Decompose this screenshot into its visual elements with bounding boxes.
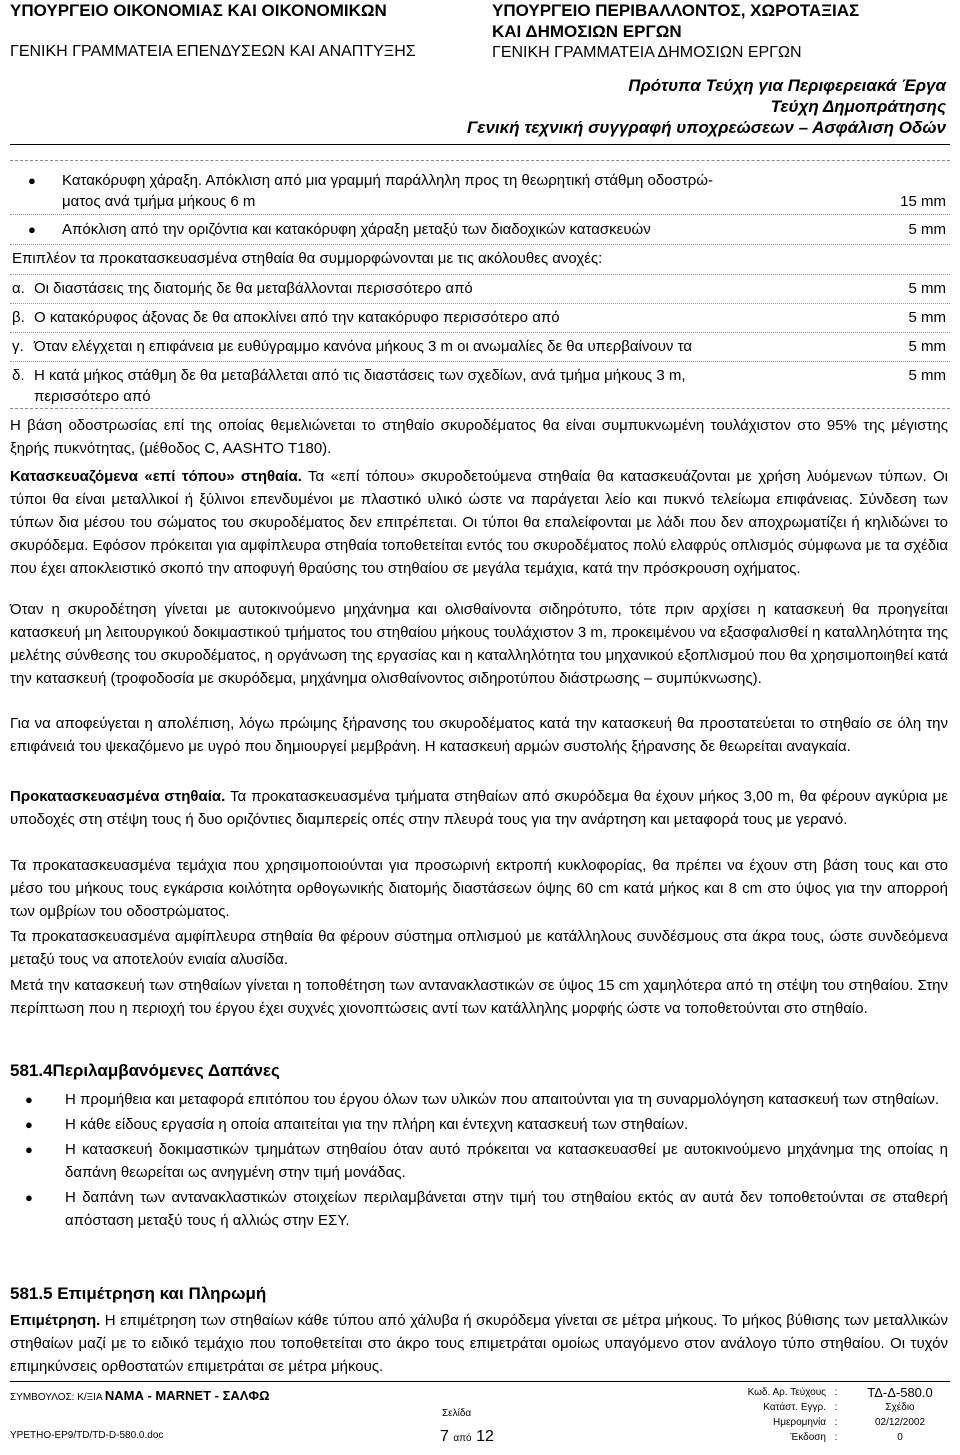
section-heading-581-5: 581.5 Επιμέτρηση και Πληρωμή xyxy=(10,1284,267,1303)
tolerance-item-text: Όταν ελέγχεται η επιφάνεια με ευθύγραμμο κανόνα μήκους 3 m οι ανωμαλίες δε θα υπερβαίνουν τα xyxy=(34,338,692,355)
paragraph-heading: Επιμέτρηση. xyxy=(10,1312,101,1329)
ministry-subtitle-right: ΓΕΝΙΚΗ ΓΡΑΜΜΑΤΕΙΑ ΔΗΜΟΣΙΩΝ ΕΡΓΩΝ xyxy=(492,44,802,61)
list-item: ● Η δαπάνη των αντανακλαστικών στοιχείων περιλαμβάνεται στην τιμή του στηθαίου εκτός αν αυτά δεν τοποθετούνται σε σταθερή απόσταση μεταξύ τους ή αλλιώς στην ΕΣΥ. xyxy=(10,1186,948,1232)
table-row-line xyxy=(10,303,950,304)
table-row-line xyxy=(10,214,950,215)
paragraph-heading: Προκατασκευασμένα στηθαία. xyxy=(10,788,226,805)
series-line-1: Πρότυπα Τεύχη για Περιφερειακά Έργα xyxy=(628,76,946,95)
paragraph-heading: Κατασκευαζόμενα «επί τόπου» στηθαία. xyxy=(10,468,302,485)
bullet-icon: ● xyxy=(25,1142,33,1157)
ministry-title-right-2: ΚΑΙ ΔΗΜΟΣΙΩΝ ΕΡΓΩΝ xyxy=(492,22,682,41)
tolerance-item-value: 5 mm xyxy=(908,367,946,384)
doc-edition-row: Έκδοση : 0 xyxy=(790,1432,903,1443)
tolerance-item-value: 5 mm xyxy=(908,338,946,355)
tolerance-item-label: δ. xyxy=(12,367,25,384)
list-item: ● Η κάθε είδους εργασία η οποία απαιτείται για την πλήρη και έντεχνη κατασκευή των στηθαίων. xyxy=(10,1113,948,1136)
paragraph-curing: Για να αποφεύγεται η απολέπιση, λόγω πρώιμης ξήρανσης του σκυροδέματος κατά την κατασκευή θα προστατεύεται το στηθαίο σε όλη την επιφάνειά του ψεκαζόμενο με υγρό που δημιουργεί μεμβράνη. Η κατασκευή αρμών συστολής ξήρανσης δε θεωρείται αναγκαία. xyxy=(10,715,948,755)
header-rule xyxy=(10,144,950,145)
paragraph-precast: Προκατασκευασμένα στηθαία. Τα προκατασκευασμένα τμήματα στηθαίων από σκυρόδεμα θα έχουν μήκος 3,00 m, θα φέρουν αγκύρια με υποδοχές στη στέψη τους ή δυο οριζόντιες διαμπερείς οπές στην πλευρά τους για την ανάρτηση και μεταφορά τους με γερανό. xyxy=(10,788,948,828)
tolerance-value-1: 15 mm xyxy=(900,193,946,210)
table-row-line xyxy=(10,244,950,245)
ministry-title-left: ΥΠΟΥΡΓΕΙΟ ΟΙΚΟΝΟΜΙΑΣ ΚΑΙ ΟΙΚΟΝΟΜΙΚΩΝ xyxy=(10,1,387,20)
bullet-icon: ● xyxy=(28,173,36,188)
page-number: 7 από 12 xyxy=(440,1428,494,1445)
tolerance-item-value: 5 mm xyxy=(908,280,946,297)
tolerance-intro: Επιπλέον τα προκατασκευασμένα στηθαία θα συμμορφώνονται με τις ακόλουθες ανοχές: xyxy=(12,250,603,267)
table-row-line xyxy=(10,361,950,362)
section-heading-581-4: 581.4Περιλαμβανόμενες Δαπάνες xyxy=(10,1061,280,1080)
paragraph-reflectors: Μετά την κατασκευή των στηθαίων γίνεται η τοποθέτηση των αντανακλαστικών σε ύψος 15 cm χαμηλότερα από τη στέψη του στηθαίου. Στην περίπτωση που η περιοχή του έργου έχει συχνές χιονοπτώσεις αντί των κατάλληλης μορφής ώστε να τοποθετούνται στο στηθαίο. xyxy=(10,977,948,1017)
consultant-label: ΣΥΜΒΟΥΛΟΣ: Κ/ΞΙΑ xyxy=(10,1392,103,1403)
tolerance-item-text: Η κατά μήκος στάθμη δε θα μεταβάλλεται από τις διαστάσεις των σχεδίων, ανά τμήμα μήκους 3 m, περισσότερο από xyxy=(34,367,686,405)
tolerance-item-label: α. xyxy=(12,280,25,297)
tolerance-item-label: β. xyxy=(12,309,25,326)
series-line-2: Τεύχη Δημοπράτησης xyxy=(770,97,946,116)
document-info xyxy=(706,1385,954,1445)
paragraph-slipform: Όταν η σκυροδέτηση γίνεται με αυτοκινούμενο μηχάνημα και ολισθαίνοντα σιδηρότυπο, τότε πριν αρχίσει η κατασκευή θα προηγείται κατασκευή μη λειτουργικού δοκιμαστικού τμήματος του στηθαίου μήκους τουλάχιστον 3 m, προκειμένου να εξασφαλισθεί η καταλληλότητα της μελέτης σύνθεσης του σκυροδέματος, η οργάνωση της εργασίας και η καταλληλότητα του μηχανικού εξοπλισμού που θα χρησιμοποιηθεί κατά την κατασκευή (τροφοδοσία με σκυρόδεμα, μηχάνημα ολισθαίνοντος σιδηροτύπου διάστρωσης – συμπύκνωσης). xyxy=(10,601,948,687)
ministry-title-right-1: ΥΠΟΥΡΓΕΙΟ ΠΕΡΙΒΑΛΛΟΝΤΟΣ, ΧΩΡΟΤΑΞΙΑΣ xyxy=(492,1,860,20)
tolerance-item-label: γ. xyxy=(12,338,24,355)
table-top-line xyxy=(10,160,950,161)
consultant-name: ΝΑΜΑ - MARNET - ΣΑΛΦΩ xyxy=(104,1388,270,1403)
table-row-line xyxy=(10,332,950,333)
tolerance-bullet-1: Κατακόρυφη χάραξη. Απόκλιση από μια γραμμή παράλληλη προς τη θεωρητική στάθμη οδοστρώ- ματος ανά τμήμα μήκους 6 m xyxy=(62,172,713,210)
paragraph-in-situ: Κατασκευαζόμενα «επί τόπου» στηθαία. Τα «επί τόπου» σκυροδετούμενα στηθαία θα κατασκευάζονται με χρήση λυόμενων τύπων. Οι τύποι θα είναι μεταλλικοί ή ξύλινοι επενδυμένοι με πλαστικό υλικό ώστε να παράγεται λείο και πυκνό τελείωμα επιφάνειας. Σύνδεση των τύπων δια μέσου του σώματος του σκυροδέματος δεν επιτρέπεται. Οι τύποι θα επαλείφονται με λάδι που δεν αποχρωματίζει ή κηλιδώνει το σκυρόδεμα. Εφόσον πρόκειται για αμφίπλευρα στηθαία τοποθετείται εντός του σκυροδέματος πολύ ελαφρύς οπλισμός σύμφωνα με τα σχέδια που έχει αποκλειστικό σκοπό την αποφυγή θραύσης του στηθαίου σε μεγάλα τεμάχια, κατά την πρόσκρουση οχήματος. xyxy=(10,468,948,577)
included-costs-list xyxy=(10,1088,948,1234)
bullet-icon: ● xyxy=(25,1190,33,1205)
list-item: ● Η προμήθεια και μεταφορά επιτόπου του έργου όλων των υλικών που απαιτούνται για τη συναρμολόγηση κατασκευή των στηθαίων. xyxy=(10,1088,948,1111)
tolerance-value-2: 5 mm xyxy=(908,221,946,238)
table-row-line xyxy=(10,274,950,275)
paragraph-base: Η βάση οδοστρωσίας επί της οποίας θεμελιώνεται το στηθαίο σκυροδέματος θα είναι συμπυκνωμένη τουλάχιστον στο 95% της μέγιστης ξηρής πυκνότητας, (μέθοδος C, AASHTO T180). xyxy=(10,417,948,457)
tolerance-item-text: Ο κατακόρυφος άξονας δε θα αποκλίνει από την κατακόρυφο περισσότερο από xyxy=(34,309,560,326)
list-item: ● Η κατασκευή δοκιμαστικών τμημάτων στηθαίου όταν αυτό πρόκειται να κατασκευασθεί με αυτοκινούμενο μηχάνημα της οποίας η δαπάνη θεωρείται ως ανηγμένη στην τιμή μονάδας. xyxy=(10,1138,948,1184)
table-bottom-line xyxy=(10,408,950,409)
bullet-icon: ● xyxy=(25,1117,33,1132)
tolerance-item-value: 5 mm xyxy=(908,309,946,326)
paragraph-precast-links: Τα προκατασκευασμένα αμφίπλευρα στηθαία θα φέρουν σύστημα οπλισμού με κατάλληλους συνδέσμους στα άκρα τους, ώστε συνδεόμενα μεταξύ τους να αποτελούν ενιαία αλυσίδα. xyxy=(10,928,948,968)
header-left xyxy=(10,0,416,62)
document-file: ΥΡΕΤΗΟ-ΕΡ9/TD/TD-D-580.0.doc xyxy=(10,1430,164,1441)
footer-rule xyxy=(10,1381,950,1382)
bullet-icon: ● xyxy=(28,222,36,237)
series-title xyxy=(467,75,946,138)
bullet-icon: ● xyxy=(25,1092,33,1107)
header-right xyxy=(492,0,859,63)
paragraph-precast-cavity: Τα προκατασκευασμένα τεμάχια που χρησιμοποιούνται για προσωρινή εκτροπή κυκλοφορίας, θα πρέπει να έχουν στη βάση τους και στο μέσο του μήκους τους εγκάρσια κοιλότητα ορθογωνικής διατομής διαστάσεων όψης 60 cm κατά μήκος και 8 cm στο ύψος για την απορροή των ομβρίων του οδοστρώματος. xyxy=(10,857,948,920)
doc-code-row: Κωδ. Αρ. Τεύχους : ΤΔ-Δ-580.0 xyxy=(747,1385,933,1400)
series-line-3: Γενική τεχνική συγγραφή υποχρεώσεων – Ασφάλιση Οδών xyxy=(466,118,946,137)
ministry-subtitle-left: ΓΕΝΙΚΗ ΓΡΑΜΜΑΤΕΙΑ ΕΠΕΝΔΥΣΕΩΝ ΚΑΙ ΑΝΑΠΤΥΞΗΣ xyxy=(10,43,416,60)
tolerance-item-text: Οι διαστάσεις της διατομής δε θα μεταβάλλονται περισσότερο από xyxy=(34,280,473,297)
doc-status-row: Κατάστ. Εγγρ. : Σχέδιο xyxy=(763,1402,915,1413)
paragraph-measurement: Επιμέτρηση. Η επιμέτρηση των στηθαίων κάθε τύπου από χάλυβα ή σκυρόδεμα γίνεται σε μέτρα μήκους. Το μήκος βύθισης των μεταλλικών στηθαίων μαζί με το ειδικό τεμάχιο που τοποθετείται στο άκρο τους επιμετράται ομοίως υπαγόμενο στον ανάλογο τύπο στηθαίου. Οι τυχόν επιμηκύνσεις ορθοστατών επιμετράται σε μέτρα μήκους. xyxy=(10,1312,948,1375)
doc-date-row: Ημερομηνία : 02/12/2002 xyxy=(772,1417,926,1428)
page-label: Σελίδα xyxy=(442,1408,472,1419)
consultant xyxy=(10,1390,270,1404)
tolerance-bullet-2: Απόκλιση από την οριζόντια και κατακόρυφη χάραξη μεταξύ των διαδοχικών κατασκευών xyxy=(62,221,651,238)
